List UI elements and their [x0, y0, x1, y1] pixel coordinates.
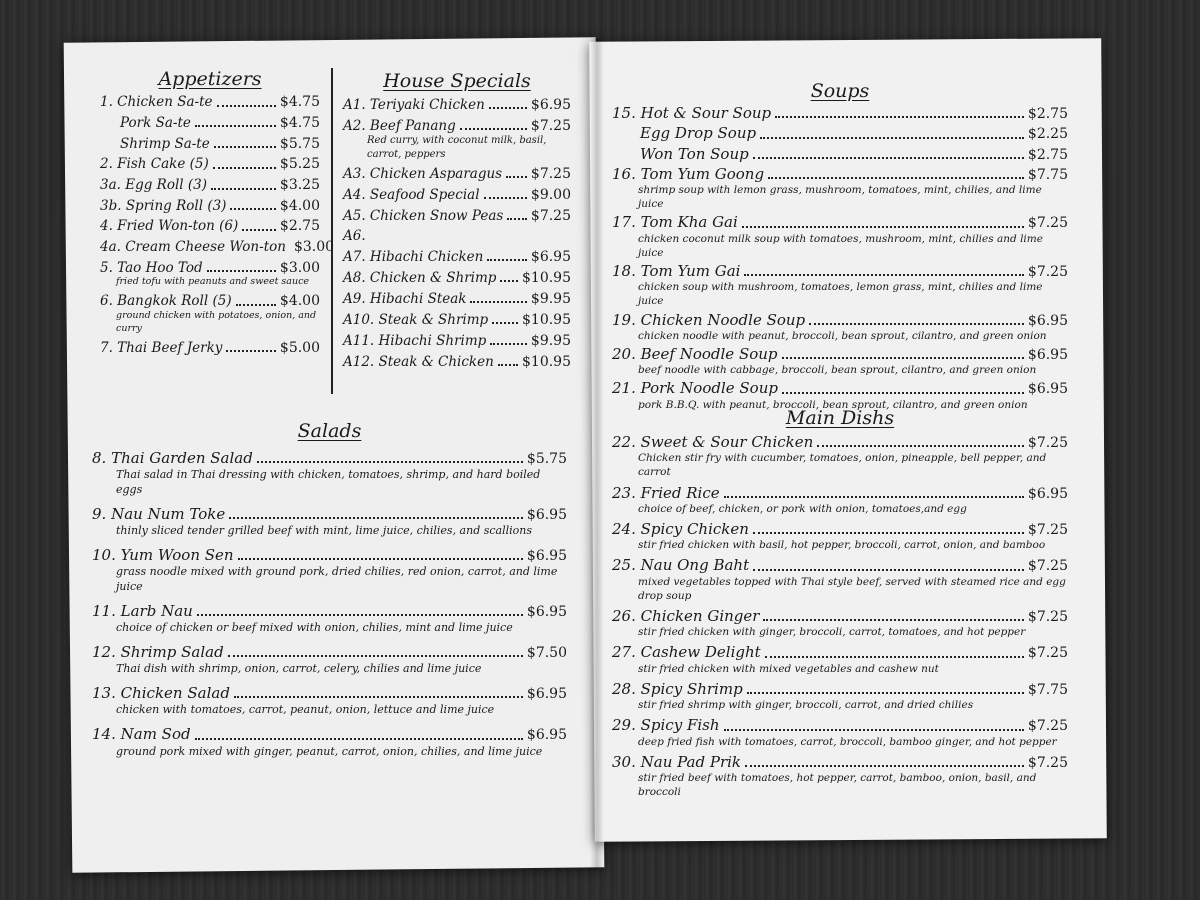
menu-item-name: 18. Tom Yum Gai: [612, 261, 741, 280]
menu-item: [343, 354, 571, 371]
menu-item-name: 3a. Egg Roll (3): [100, 177, 207, 193]
menu-item-description: shrimp soup with lemon grass, mushroom, tomatoes, mint, chilies, and lime juice: [638, 184, 1042, 211]
menu-item-name: A10. Steak & Shrimp: [343, 311, 489, 328]
menu-item-row: [100, 94, 320, 111]
dot-leader: [782, 357, 1024, 359]
menu-item-price: $3.00: [293, 239, 335, 256]
menu-item-row: [612, 608, 1068, 625]
dot-leader: [195, 125, 276, 127]
menu-item: [343, 312, 571, 329]
menu-item-row: [612, 717, 1068, 734]
dot-leader: [490, 343, 527, 345]
menu-item-price: $3.25: [279, 177, 320, 193]
menu-item: [100, 156, 320, 173]
menu-item-description: chicken noodle with peanut, broccoli, bean sprout, cilantro, and green onion: [638, 329, 1047, 342]
menu-item: [92, 726, 567, 759]
menu-item-description: ground chicken with potatoes, onion, and curry: [116, 309, 317, 334]
menu-item-price: $6.95: [526, 603, 567, 620]
dot-leader: [724, 496, 1024, 498]
menu-item-price: $7.25: [530, 165, 571, 182]
menu-item-row: [612, 263, 1068, 280]
menu-item-description: stir fried chicken with mixed vegetables and cashew nut: [638, 662, 939, 675]
menu-item-description: Red curry, with coconut milk, basil, carrot, peppers: [367, 135, 547, 160]
dot-leader: [507, 218, 527, 220]
menu-item: [100, 293, 320, 335]
dot-leader: [489, 107, 527, 109]
menu-item: [343, 118, 571, 162]
salads-list: [92, 450, 567, 759]
dot-leader: [747, 692, 1024, 694]
menu-item-name: A11. Hibachi Shrimp: [343, 332, 487, 349]
menu-item-name: Egg Drop Soup: [640, 124, 757, 143]
house-specials-section: [343, 70, 571, 370]
menu-item-name: Won Ton Soup: [640, 144, 749, 163]
menu-item-row: [343, 118, 571, 135]
menu-item-price: $4.00: [279, 293, 320, 310]
menu-item-row: [343, 333, 571, 350]
menu-item-name: 23. Fried Rice: [612, 483, 720, 502]
menu-item: [100, 218, 320, 235]
menu-item-description: stir fried shrimp with ginger, broccoli, carrot, and dried chilies: [638, 699, 974, 712]
menu-item-row: [100, 218, 320, 235]
menu-item-name: Pork Sa-te: [120, 114, 191, 131]
house-specials-title: House Specials: [383, 70, 531, 92]
menu-item: [92, 506, 567, 539]
menu-item-description: Thai dish with shrimp, onion, carrot, celery, chilies and lime juice: [116, 662, 482, 676]
menu-item-name: 14. Nam Sod: [92, 725, 191, 744]
dot-leader: [809, 323, 1024, 325]
menu-item-price: $4.75: [279, 94, 320, 111]
menu-item-price: $3.00: [279, 259, 320, 276]
menu-item-name: 8. Thai Garden Salad: [92, 449, 253, 467]
menu-item-row: [343, 166, 571, 183]
dot-leader: [197, 614, 523, 616]
dot-leader: [506, 176, 527, 178]
menu-item-price: $2.25: [1027, 126, 1068, 143]
menu-item-price: $4.00: [279, 197, 320, 214]
menu-item-name: Shrimp Sa-te: [120, 135, 210, 152]
menu-item-row: [100, 136, 320, 153]
menu-item: [100, 198, 320, 215]
dot-leader: [257, 461, 523, 463]
menu-item-price: $7.75: [1027, 681, 1068, 698]
menu-item-name: 26. Chicken Ginger: [612, 607, 760, 626]
dot-leader: [228, 655, 523, 657]
dot-leader: [492, 322, 518, 324]
menu-item: [612, 105, 1068, 122]
menu-item: [92, 603, 567, 636]
menu-item-name: 15. Hot & Sour Soup: [612, 104, 772, 122]
menu-item-name: 3b. Spring Roll (3): [100, 197, 227, 214]
menu-item-row: [612, 312, 1068, 329]
menu-item-row: [612, 557, 1068, 574]
menu-item-name: 20. Beef Noodle Soup: [612, 344, 778, 363]
menu-item-price: $7.25: [1027, 754, 1068, 771]
menu-item-name: 28. Spicy Shrimp: [612, 679, 743, 698]
menu-item-row: [343, 187, 571, 204]
menu-item: [100, 340, 320, 357]
menu-item-name: A6.: [343, 227, 366, 244]
dot-leader: [226, 350, 276, 352]
menu-item-row: [100, 115, 320, 132]
menu-item-row: [92, 726, 567, 743]
menu-item-price: $2.75: [1027, 146, 1068, 163]
dot-leader: [753, 157, 1024, 159]
menu-item-price: $6.95: [526, 727, 567, 744]
menu-item: [612, 485, 1068, 516]
menu-item-row: [343, 312, 571, 329]
menu-item: [100, 94, 320, 111]
dot-leader: [775, 116, 1024, 118]
menu-item-row: [100, 260, 320, 277]
menu-item-price: $2.75: [1027, 106, 1068, 122]
dot-leader: [782, 392, 1024, 394]
menu-item-price: $7.25: [1027, 435, 1068, 451]
menu-item-price: $2.75: [279, 218, 320, 235]
menu-item-row: [100, 177, 320, 194]
menu-item-name: 24. Spicy Chicken: [612, 520, 749, 539]
dot-leader: [229, 517, 523, 519]
menu-item-description: stir fried chicken with ginger, broccoli, carrot, tomatoes, and hot pepper: [638, 626, 1026, 639]
menu-item-price: $10.95: [522, 353, 571, 370]
menu-item: [100, 115, 320, 132]
menu-item-name: A3. Chicken Asparagus: [343, 165, 503, 182]
menu-item-row: [612, 146, 1068, 163]
menu-item-row: [100, 156, 320, 173]
appetizers-section: [100, 68, 335, 356]
menu-item: [343, 291, 571, 308]
dot-leader: [500, 280, 518, 282]
dot-leader: [207, 270, 276, 272]
menu-item-name: A4. Seafood Special: [343, 186, 480, 203]
dot-leader: [753, 569, 1024, 571]
menu-item: [100, 177, 320, 194]
menu-item-name: A9. Hibachi Steak: [343, 290, 467, 307]
menu-item-price: $7.25: [1027, 215, 1068, 232]
main-dishes-list: [612, 434, 1068, 799]
menu-item-description: ground pork mixed with ginger, peanut, carrot, onion, chilies, and lime juice: [116, 744, 543, 758]
menu-item-row: [612, 485, 1068, 502]
menu-item-name: A2. Beef Panang: [343, 117, 456, 134]
menu-item-price: $7.25: [1027, 609, 1068, 626]
menu-item-row: [612, 521, 1068, 538]
menu-item-price: $7.25: [1027, 522, 1068, 539]
dot-leader: [498, 364, 518, 366]
menu-item-name: A12. Steak & Chicken: [343, 353, 494, 370]
menu-item: [612, 681, 1068, 712]
menu-item-name: 19. Chicken Noodle Soup: [612, 310, 806, 329]
menu-item: [612, 125, 1068, 142]
menu-item: [343, 249, 571, 266]
dot-leader: [744, 274, 1023, 276]
menu-item-row: [612, 346, 1068, 363]
dot-leader: [760, 137, 1024, 139]
appetizers-title: Appetizers: [158, 68, 262, 90]
soups-section: [612, 80, 1068, 412]
menu-item-name: 7. Thai Beef Jerky: [100, 339, 223, 356]
menu-item: [343, 208, 571, 225]
menu-item-row: [92, 644, 567, 661]
menu-item-price: $7.25: [1027, 558, 1068, 575]
menu-item-name: A7. Hibachi Chicken: [343, 248, 484, 265]
menu-item-row: [612, 214, 1068, 231]
menu-item-name: 9. Nau Num Toke: [92, 504, 226, 523]
dot-leader: [238, 558, 523, 560]
main-dishes-section: [612, 407, 1068, 799]
menu-item-price: $4.75: [279, 114, 320, 131]
menu-item-description: beef noodle with cabbage, broccoli, bean sprout, cilantro, and green onion: [638, 364, 1037, 377]
menu-item-price: $5.75: [279, 135, 320, 152]
dot-leader: [753, 532, 1024, 534]
menu-item-price: $6.95: [1027, 312, 1068, 329]
dot-leader: [817, 445, 1024, 447]
menu-item-description: Thai salad in Thai dressing with chicken, tomatoes, shrimp, and hard boiled eggs: [116, 468, 541, 497]
menu-item-price: $6.95: [1027, 346, 1068, 363]
menu-item-name: A8. Chicken & Shrimp: [343, 269, 497, 286]
dot-leader: [768, 177, 1024, 179]
menu-item-price: $6.95: [526, 506, 567, 523]
menu-item: [612, 263, 1068, 309]
menu-item-price: $5.25: [279, 156, 320, 173]
menu-item-description: mixed vegetables topped with Thai style beef, served with steamed rice and egg drop soup: [638, 575, 1066, 602]
menu-item: [343, 187, 571, 204]
menu-item-name: 11. Larb Nau: [92, 601, 193, 620]
soups-title: Soups: [810, 80, 870, 102]
menu-item: [343, 166, 571, 183]
menu-item-description: stir fried chicken with basil, hot pepper, broccoli, carrot, onion, and bamboo: [638, 539, 1046, 552]
menu-item-name: 29. Spicy Fish: [612, 716, 720, 735]
menu-item-description: Chicken stir fry with cucumber, tomatoes, onion, pineapple, bell pepper, and carrot: [638, 452, 1047, 479]
menu-item: [92, 450, 567, 498]
menu-item-row: [100, 239, 335, 256]
menu-item-row: [343, 249, 571, 266]
menu-item-name: 22. Sweet & Sour Chicken: [612, 433, 814, 451]
menu-item-description: stir fried beef with tomatoes, hot pepper, carrot, bamboo, onion, basil, and broccoli: [638, 771, 1037, 799]
menu-item-name: 10. Yum Woon Sen: [92, 546, 234, 565]
menu-item: [612, 214, 1068, 260]
menu-item-description: chicken soup with mushroom, tomatoes, lemon grass, mint, chilies and lime juice: [638, 281, 1043, 308]
dot-leader: [242, 229, 276, 231]
menu-item-row: [100, 198, 320, 215]
menu-item: [343, 97, 571, 114]
menu-item-description: thinly sliced tender grilled beef with mint, lime juice, chilies, and scallions: [116, 524, 533, 538]
menu-item-name: 5. Tao Hoo Tod: [100, 259, 203, 276]
menu-item: [612, 346, 1068, 377]
menu-item-name: 4a. Cream Cheese Won-ton: [100, 239, 286, 256]
menu-item-price: $10.95: [522, 269, 571, 286]
menu-item-row: [343, 229, 571, 245]
menu-item-name: 12. Shrimp Salad: [92, 643, 224, 662]
dot-leader: [230, 208, 275, 210]
menu-item-price: $9.95: [530, 332, 571, 349]
menu-item-row: [92, 685, 567, 702]
menu-item: [612, 608, 1068, 639]
menu-item: [92, 644, 567, 677]
dot-leader: [742, 226, 1024, 228]
menu-item-description: grass noodle mixed with ground pork, dried chilies, red onion, carrot, and lime juice: [116, 565, 558, 594]
dot-leader: [724, 729, 1024, 731]
menu-item: [100, 136, 320, 153]
salads-title: Salads: [297, 420, 362, 442]
dot-leader: [195, 738, 523, 740]
menu-item-price: $6.95: [1027, 381, 1068, 398]
menu-item-price: $7.50: [526, 645, 567, 662]
dot-leader: [213, 167, 276, 169]
menu-item-row: [100, 340, 320, 357]
menu-item-row: [612, 644, 1068, 661]
menu-item: [612, 717, 1068, 748]
main-dishes-title: Main Dishs: [785, 407, 895, 429]
menu-item-name: 13. Chicken Salad: [92, 684, 230, 703]
menu-item-name: 17. Tom Kha Gai: [612, 213, 738, 232]
dot-leader: [487, 259, 527, 261]
menu-item-name: A5. Chicken Snow Peas: [343, 207, 504, 224]
menu-item-description: pork B.B.Q. with peanut, broccoli, bean sprout, cilantro, and green onion: [638, 398, 1028, 411]
menu-item-price: $9.00: [530, 186, 571, 203]
dot-leader: [217, 105, 276, 107]
menu-item-price: $6.95: [526, 548, 567, 565]
menu-item: [92, 547, 567, 595]
menu-item: [612, 521, 1068, 552]
dot-leader: [211, 188, 276, 190]
menu-item: [612, 434, 1068, 480]
dot-leader: [234, 696, 523, 698]
menu-item-price: $6.95: [1027, 485, 1068, 502]
menu-item-name: 25. Nau Ong Baht: [612, 556, 750, 575]
menu-item-price: $7.25: [1027, 645, 1068, 662]
menu-item-price: $10.95: [522, 311, 571, 328]
menu-item-name: 30. Nau Pad Prik: [612, 752, 742, 771]
menu-item: [343, 229, 571, 245]
menu-item: [612, 557, 1068, 603]
menu-item-name: 1. Chicken Sa-te: [100, 94, 213, 111]
menu-item-name: 21. Pork Noodle Soup: [612, 379, 778, 398]
menu-item-description: fried tofu with peanuts and sweet sauce: [116, 276, 310, 288]
menu-item-name: 4. Fried Won-ton (6): [100, 218, 239, 235]
house-specials-list: [343, 97, 571, 371]
menu-item-row: [612, 105, 1068, 122]
menu-item-name: 16. Tom Yum Goong: [612, 164, 765, 183]
soups-list: [612, 105, 1068, 412]
menu-item-row: [612, 125, 1068, 142]
column-divider: [331, 68, 333, 394]
menu-item: [612, 312, 1068, 343]
menu-item: [612, 166, 1068, 212]
menu-item-row: [343, 354, 571, 371]
menu-item-price: $6.95: [526, 686, 567, 703]
menu-item-description: deep fried fish with tomatoes, carrot, broccoli, bamboo ginger, and hot pepper: [638, 735, 1057, 748]
menu-item-name: 6. Bangkok Roll (5): [100, 293, 232, 310]
menu-item-name: A1. Teriyaki Chicken: [343, 96, 485, 113]
menu-item-price: $5.00: [279, 339, 320, 356]
menu-item-row: [92, 506, 567, 523]
menu-item-description: chicken coconut milk soup with tomatoes, mushroom, mint, chilies and lime juice: [638, 232, 1043, 259]
dot-leader: [470, 301, 526, 303]
menu-item-row: [92, 450, 567, 467]
menu-item-row: [343, 270, 571, 287]
menu-item-price: $6.95: [530, 248, 571, 265]
menu-item-price: $7.25: [1027, 263, 1068, 280]
dot-leader: [484, 197, 527, 199]
menu-item-row: [92, 547, 567, 564]
menu-item-price: $7.75: [1027, 166, 1068, 183]
menu-item-row: [343, 97, 571, 114]
menu-item-price: $7.25: [1027, 718, 1068, 735]
dot-leader: [214, 146, 276, 148]
dot-leader: [763, 619, 1023, 621]
menu-item-row: [612, 166, 1068, 183]
salads-section: [92, 420, 567, 759]
dot-leader: [236, 304, 276, 306]
dot-leader: [460, 128, 527, 130]
menu-item-row: [100, 293, 320, 310]
appetizers-list: [100, 94, 335, 356]
menu-fold-crease: [590, 38, 604, 870]
menu-item-price: $6.95: [530, 96, 571, 113]
menu-item-row: [343, 291, 571, 308]
menu-item-name: 2. Fish Cake (5): [100, 156, 209, 173]
dot-leader: [765, 656, 1024, 658]
menu-item: [343, 333, 571, 350]
menu-item-row: [612, 380, 1068, 397]
menu-item: [100, 260, 320, 289]
menu-item-price: $7.25: [530, 117, 571, 134]
menu-item: [612, 754, 1068, 800]
menu-item-row: [612, 754, 1068, 771]
menu-item-row: [343, 208, 571, 225]
menu-item: [92, 685, 567, 718]
dot-leader: [745, 765, 1024, 767]
menu-item-name: 27. Cashew Delight: [612, 643, 761, 662]
menu-item-row: [612, 434, 1068, 451]
menu-item-price: $5.75: [526, 451, 567, 467]
menu-item-description: chicken with tomatoes, carrot, peanut, onion, lettuce and lime juice: [116, 703, 495, 717]
menu-item-price: $7.25: [530, 207, 571, 224]
menu-item: [612, 146, 1068, 163]
menu-item-description: choice of beef, chicken, or pork with onion, tomatoes,and egg: [638, 502, 967, 515]
menu-item-row: [612, 681, 1068, 698]
menu-item-row: [92, 603, 567, 620]
menu-item: [100, 239, 335, 256]
menu-item: [612, 644, 1068, 675]
menu-item: [343, 270, 571, 287]
menu-item-description: choice of chicken or beef mixed with onion, chilies, mint and lime juice: [116, 621, 513, 635]
menu-item-price: $9.95: [530, 290, 571, 307]
